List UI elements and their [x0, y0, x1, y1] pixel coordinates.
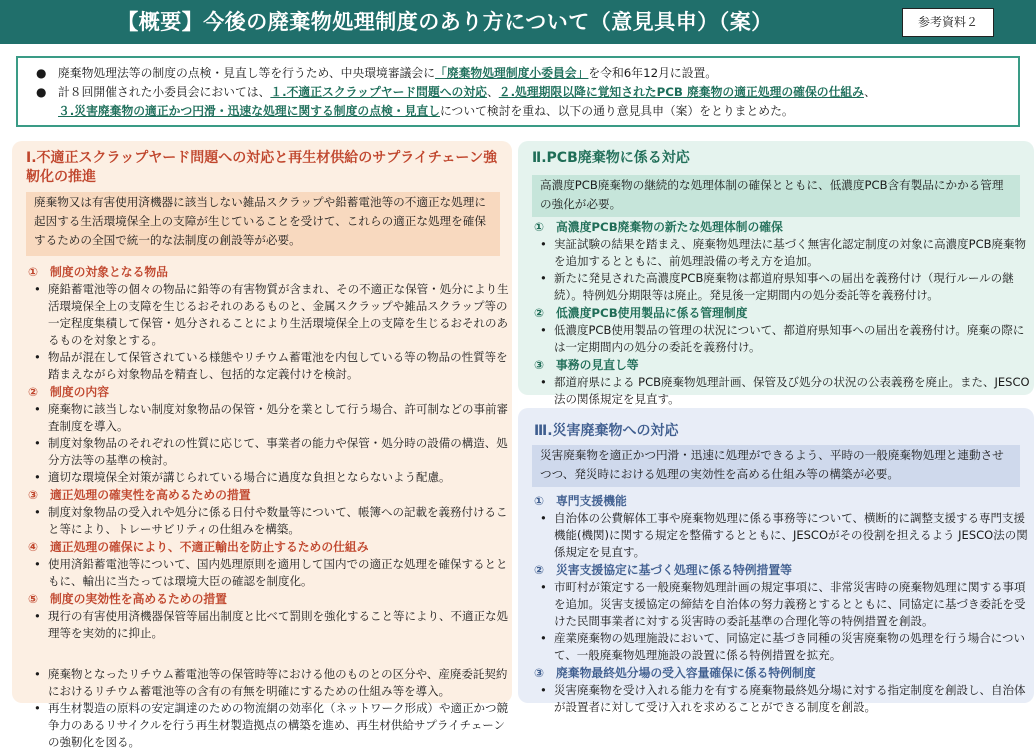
subsection-title: 廃棄物最終処分場の受入容量確保に係る特例制度	[556, 666, 816, 680]
subsection-title: 制度の対象となる物品	[50, 265, 168, 279]
subsection-heading	[26, 263, 510, 281]
section-3-title: Ⅲ.災害廃棄物への対応	[534, 423, 679, 439]
subsection-number: ③	[534, 666, 544, 680]
section-2-summary: 高濃度PCB廃棄物の継続的な処理体制の確保とともに、低濃度PCB含有製品にかかる管理の強化が必要。	[532, 175, 1020, 217]
topic-1-link: １.不適正スクラップヤード問題への対応	[270, 85, 487, 99]
bullet-item: • 再生材製造の原料の安定調達のための物流網の効率化（ネットワーク形成）や適正かつ競争力のあるリサイクルを行う再生材製造拠点の構築を進め、再生材供給サプライチェーンの強靭化を図る。	[26, 700, 510, 751]
subsection-number: ②	[534, 563, 544, 577]
subsection-title: 高濃度PCB廃棄物の新たな処理体制の確保	[556, 220, 783, 234]
bullet-item: • 廃棄物に該当しない制度対象物品の保管・処分を業として行う場合、許可制などの事前審査制度を導入。	[26, 401, 510, 435]
bullet-item: • 制度対象物品のそれぞれの性質に応じて、事業者の能力や保管・処分時の設備の構造、処分方法等の基準の検討。	[26, 435, 510, 469]
subsection-title: 低濃度PCB使用製品に係る管理制度	[556, 306, 748, 320]
subsection-number: ③	[28, 488, 38, 502]
subsection-heading	[26, 383, 510, 401]
subsection-title: 専門支援機能	[556, 494, 627, 508]
subsection-number: ⑤	[28, 592, 38, 606]
subsection-heading	[532, 561, 1032, 579]
intro-line-1: ● 廃棄物処理法等の制度の点検・見直し等を行うため、中央環境審議会に「廃棄物処理制度小委員会」を令和6年12月に設置。	[30, 64, 1008, 83]
header-bar	[0, 0, 1036, 44]
bullet-item: • 使用済鉛蓄電池等について、国内処理原則を適用して国内での適正な処理を確保するとともに、輸出に当たっては環境大臣の確認を制度化。	[26, 556, 510, 590]
intro-line-2: ● 計８回開催された小委員会においては、１.不適正スクラップヤード問題への対応、２.処理期限以降に覚知されたPCB 廃棄物の適正処理の確保の仕組み、	[30, 83, 1008, 102]
bullet-item: • 都道府県による PCB廃棄物処理計画、保管及び処分の状況の公表義務を廃止。また、JESCO法の関係規定を見直す。	[532, 374, 1032, 408]
bullet-item: • 新たに発見された高濃度PCB廃棄物は都道府県知事への届出を義務付け（現行ルールの継続）。特例処分期限等は廃止。発見後一定期間内の処分委託等を義務付け。	[532, 270, 1032, 304]
subsection-title: 適正処理の確保により、不適正輸出を防止するための仕組み	[50, 540, 369, 554]
subsection-title: 制度の実効性を高めるための措置	[50, 592, 227, 606]
subsection-number: ②	[28, 385, 38, 399]
section-scrapyard	[12, 141, 512, 749]
section-1-summary: 廃棄物又は有害使用済機器に該当しない雑品スクラップや鉛蓄電池等の不適正な処理に起因する生活環境保全上の支障が生じていることを受けて、これらの適正な処理を確保するための全国で統一的な法制度の創設等が必要。	[26, 192, 500, 256]
bullet-item: • 低濃度PCB使用製品の管理の状況について、都道府県知事への届出を義務付け。廃棄の際には一定期間内の処分の委託を義務付け。	[532, 322, 1032, 356]
subsection-number: ②	[534, 306, 544, 320]
subsection-title: 制度の内容	[50, 385, 109, 399]
subsection-heading	[26, 590, 510, 608]
bullet-item: • 廃鉛蓄電池等の個々の物品に鉛等の有害物質が含まれ、その不適正な保管・処分により生活環境保全上の支障を生じるおそれのあるものと、金属スクラップや雑品スクラップ等の一定程度集積して保管・処分されることにより生活環境保全上の支障を生じるおそれのあるものを対象とする。	[26, 281, 510, 349]
subsection-title: 災害支援協定に基づく処理に係る特例措置等	[556, 563, 792, 577]
section-disaster	[518, 408, 1034, 714]
section-3-body	[532, 492, 1032, 716]
bullet-item: • 現行の有害使用済機器保管等届出制度と比べて罰則を強化すること等により、不適正な処理等を実効的に抑止。	[26, 608, 510, 642]
subsection-title: 適正処理の確実性を高めるための措置	[50, 488, 251, 502]
section-3-summary: 災害廃棄物を適正かつ円滑・迅速に処理ができるよう、平時の一般廃棄物処理と連動させつつ、発災時における処理の実効性を高める仕組み等の構築が必要。	[532, 445, 1020, 487]
committee-name: 「廃棄物処理制度小委員会」	[435, 66, 589, 80]
topic-3-link: ３.災害廃棄物の適正かつ円滑・迅速な処理に関する制度の点検・見直し	[58, 104, 440, 118]
subsection-heading	[532, 304, 1032, 322]
subsection-number: ③	[534, 358, 544, 372]
subsection-heading	[532, 492, 1032, 510]
subsection-heading	[532, 356, 1032, 374]
subsection-number: ④	[28, 540, 38, 554]
subsection-number: ①	[534, 494, 544, 508]
section-1-body	[26, 263, 510, 751]
bullet-item: • 制度対象物品の受入れや処分に係る日付や数量等について、帳簿への記載を義務付けること等により、トレーサビリティの仕組みを構築。	[26, 504, 510, 538]
subsection-title: 事務の見直し等	[556, 358, 639, 372]
subsection-number: ①	[28, 265, 38, 279]
bullet-item: • 市町村が策定する一般廃棄物処理計画の規定事項に、非常災害時の廃棄物処理に関する事項を追加。災害支援協定の締結を自治体の努力義務とするとともに、同協定に基づき委託を受けた民間事業者に対する災害時の委託基準の合理化等の特例措置を創設。	[532, 579, 1032, 630]
section-1-title: Ⅰ.不適正スクラップヤード問題への対応と再生材供給のサプライチェーン強靭化の推進	[26, 150, 498, 185]
bullet-item: • 災害廃棄物を受け入れる能力を有する廃棄物最終処分場に対する指定制度を創設し、自治体が設置者に対して受け入れを求めることができる制度を創設。	[532, 682, 1032, 716]
bullet-item: • 実証試験の結果を踏まえ、廃棄物処理法に基づく無害化認定制度の対象に高濃度PCB廃棄物を追加するとともに、前処理設備の考え方を追加。	[532, 236, 1032, 270]
intro-line-3: ３.災害廃棄物の適正かつ円滑・迅速な処理に関する制度の点検・見直しについて検討を重ね、以下の通り意見具申（案）をとりまとめた。	[58, 104, 794, 118]
topic-2-link: ２.処理期限以降に覚知されたPCB 廃棄物の適正処理の確保の仕組み	[498, 85, 864, 99]
section-2-body	[532, 218, 1032, 408]
spacer	[26, 642, 510, 666]
bullet-item: • 自治体の公費解体工事や廃棄物処理に係る事務等について、横断的に調整支援する専門支援機能(機関)に関する規定を整備するとともに、JESCOがその役割を担えるよう JESCO法の関係規定を見直す。	[532, 510, 1032, 561]
subsection-heading	[532, 218, 1032, 236]
bullet-icon: ●	[36, 66, 47, 80]
section-pcb	[518, 141, 1034, 406]
bullet-item: • 廃棄物となったリチウム蓄電池等の保管時等における他のものとの区分や、産廃委託契約におけるリチウム蓄電池等の含有の有無を明確にするための仕組み等を導入。	[26, 666, 510, 700]
reference-label: 参考資料２	[902, 8, 994, 37]
section-2-title: Ⅱ.PCB廃棄物に係る対応	[532, 150, 690, 166]
bullet-item: • 産業廃棄物の処理施設において、同協定に基づき同種の災害廃棄物の処理を行う場合について、一般廃棄物処理施設の設置に係る特例措置を拡充。	[532, 630, 1032, 664]
bullet-icon: ●	[36, 85, 47, 99]
subsection-heading	[26, 538, 510, 556]
bullet-item: • 適切な環境保全対策が講じられている場合に過度な負担とならないよう配慮。	[26, 469, 510, 486]
page-title: 【概要】今後の廃棄物処理制度のあり方について（意見具申）（案）	[117, 10, 773, 34]
subsection-heading	[26, 486, 510, 504]
subsection-heading	[532, 664, 1032, 682]
bullet-item: • 物品が混在して保管されている様態やリチウム蓄電池を内包している等の物品の性質等を踏まえながら対象物品を精査し、包括的な定義付けを検討。	[26, 349, 510, 383]
intro-box	[16, 56, 1020, 127]
subsection-number: ①	[534, 220, 544, 234]
